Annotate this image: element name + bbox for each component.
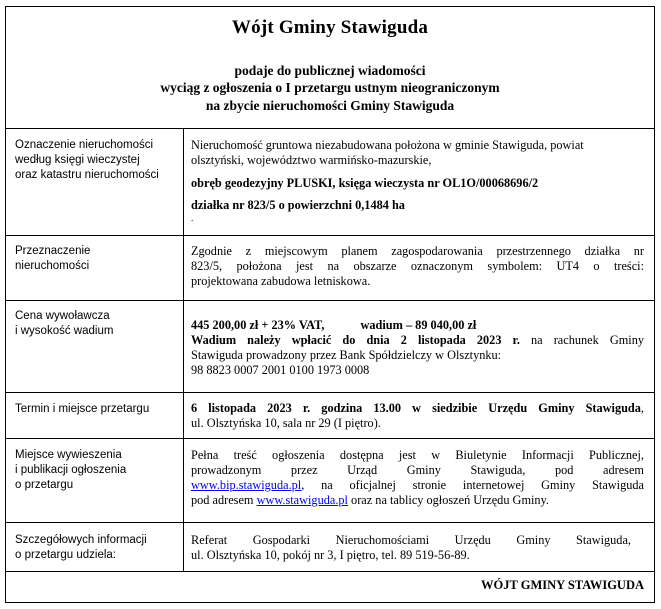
- row-divider: [6, 300, 654, 301]
- label-line: Oznaczenie nieruchomości: [15, 139, 154, 151]
- row-divider: [6, 128, 654, 129]
- date-content: [191, 401, 644, 431]
- publication-text: , na oficjalnej stronie internetowej Gminy Stawiguda: [301, 478, 644, 492]
- label-line: i publikacji ogłoszenia: [15, 464, 127, 476]
- issuer-title: Wójt Gminy Stawiguda: [231, 17, 429, 38]
- purpose-text-line: Zgodnie z miejscowym planem zagospodarowania przestrzennego działka nr: [191, 244, 644, 258]
- designation-label: [15, 138, 177, 183]
- row-divider: [6, 235, 654, 236]
- publication-text-line: prowadzonym przez Urząd Gminy Stawiguda, pod adresem: [191, 463, 644, 477]
- publication-content: [191, 448, 644, 508]
- publication-text: pod adresem: [191, 493, 257, 507]
- stray-dot: .: [191, 213, 194, 223]
- header-line-1: podaje do publicznej wiadomości: [234, 63, 426, 78]
- price-line: [191, 318, 644, 333]
- designation-content: [191, 138, 644, 223]
- signature: WÓJT GMINY STAWIGUDA: [481, 578, 644, 592]
- price-content: [191, 318, 644, 378]
- announcement-header: [6, 7, 654, 128]
- publication-text: oraz na tablicy ogłoszeń Urzędu Gminy.: [347, 493, 549, 507]
- header-line-2: wyciąg z ogłoszenia o I przetargu ustnym nieograniczonym: [160, 80, 500, 95]
- details-text-line: ul. Olsztyńska 10, pokój nr 3, I piętro, tel. 89 519-56-89.: [191, 548, 470, 562]
- purpose-content: [191, 244, 644, 289]
- purpose-text-line: 823/5, położona jest na obszarze oznaczonym symbolem: UT4 o treści:: [191, 259, 644, 273]
- label-line: Cena wywoławcza: [15, 310, 110, 322]
- row-divider: [6, 571, 654, 572]
- details-text-line: Referat Gospodarki Nieruchomościami Urzędu Gminy Stawiguda,: [191, 533, 631, 547]
- designation-text-line: Nieruchomość gruntowa niezabudowana położona w gminie Stawiguda, powiat: [191, 138, 584, 152]
- details-content: [191, 533, 644, 563]
- label-line: Przeznaczenie: [15, 245, 91, 257]
- label-line: o przetargu: [15, 479, 74, 491]
- label-line: oraz katastru nieruchomości: [15, 169, 159, 181]
- publication-text-line: [191, 493, 644, 508]
- starting-price: 445 200,00 zł + 23% VAT,: [191, 318, 325, 332]
- label-line: według księgi wieczystej: [15, 154, 140, 166]
- label-line: nieruchomości: [15, 260, 90, 272]
- bank-line: Stawiguda prowadzony przez Bank Spółdzielczy w Olsztynku:: [191, 348, 502, 362]
- announcement-document: [5, 6, 655, 603]
- price-label: [15, 309, 177, 339]
- punctuation: ,: [640, 401, 644, 415]
- column-divider: [183, 128, 184, 572]
- payment-rest: na rachunek Gminy: [519, 333, 644, 347]
- website-link[interactable]: www.stawiguda.pl: [256, 493, 348, 507]
- publication-label: [15, 448, 177, 493]
- row-divider: [6, 392, 654, 393]
- purpose-text-line: projektowana zabudowa letniskowa.: [191, 274, 371, 288]
- label-line: i wysokość wadium: [15, 325, 114, 337]
- payment-deadline: Wadium należy wpłacić do dnia 2 listopada 2023 r.: [191, 333, 520, 347]
- designation-text-line: olsztyński, województwo warmińsko-mazurskie,: [191, 153, 432, 167]
- auction-address: ul. Olsztyńska 10, sala nr 29 (I piętro).: [191, 416, 381, 430]
- details-label: [15, 533, 177, 563]
- bank-account-number: 98 8823 0007 2001 0100 1973 0008: [191, 363, 370, 377]
- payment-deadline-line: [191, 333, 644, 348]
- row-divider: [6, 438, 654, 439]
- publication-text-line: [191, 478, 644, 493]
- purpose-label: [15, 244, 177, 274]
- date-line: [191, 401, 644, 416]
- header-line-3: na zbycie nieruchomości Gminy Stawiguda: [205, 98, 455, 113]
- publication-text-line: Pełna treść ogłoszenia dostępna jest w Biuletynie Informacji Publicznej,: [191, 448, 644, 462]
- row-divider: [6, 522, 654, 523]
- plot-info: działka nr 823/5 o powierzchni 0,1484 ha: [191, 198, 405, 212]
- auction-date-place: 6 listopada 2023 r. godzina 13.00 w siedzibie Urzędu Gminy Stawiguda: [191, 401, 641, 415]
- label-line: Szczegółowych informacji: [15, 534, 147, 546]
- deposit-amount: wadium – 89 040,00 zł: [360, 318, 477, 332]
- label-line: o przetargu udziela:: [15, 549, 117, 561]
- bip-link[interactable]: www.bip.stawiguda.pl: [191, 478, 302, 492]
- land-register-info: obręb geodezyjny PLUSKI, księga wieczysta nr OL1O/00068696/2: [191, 176, 539, 190]
- label-line: Miejsce wywieszenia: [15, 449, 122, 461]
- date-label: Termin i miejsce przetargu: [15, 403, 150, 415]
